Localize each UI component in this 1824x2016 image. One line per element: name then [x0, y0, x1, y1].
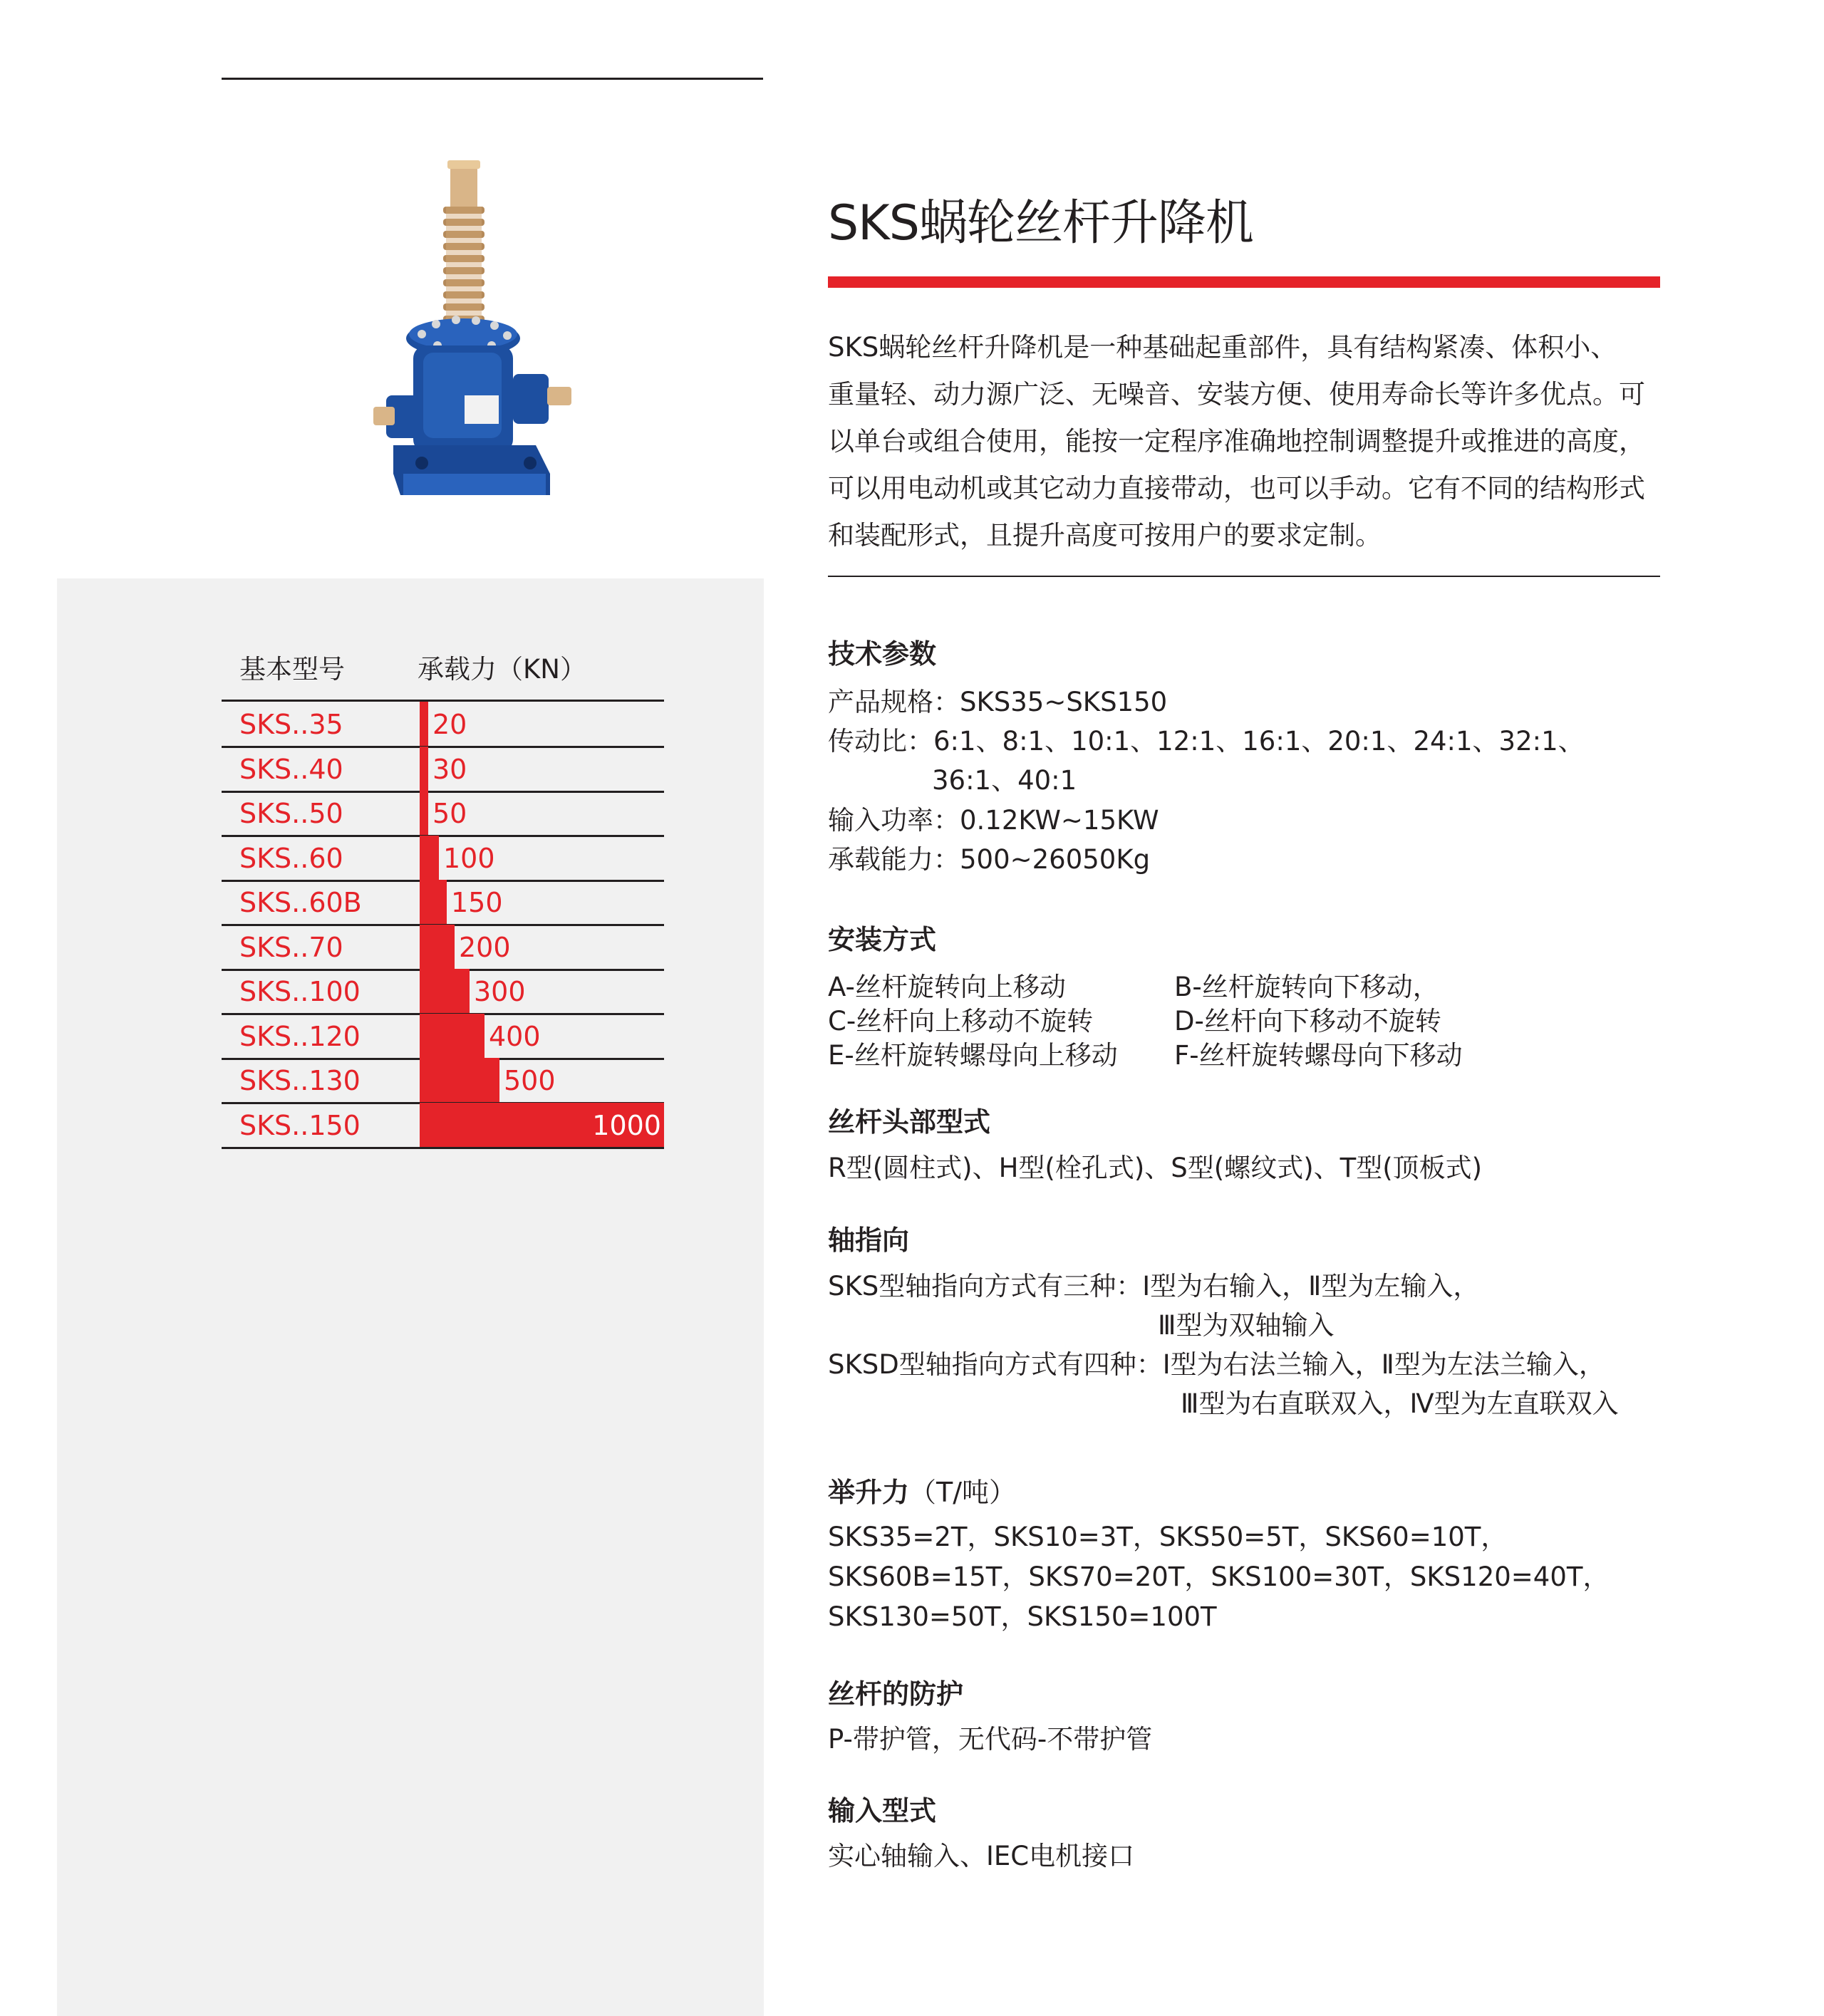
- load-bar: [420, 702, 428, 746]
- lift-heading-text: 举升力: [828, 1477, 910, 1508]
- table-row: [222, 925, 664, 971]
- shaft-heading: 轴指向: [828, 1225, 910, 1256]
- lift-line: SKS60B=15T，SKS70=20T，SKS100=30T，SKS120=40T，: [828, 1562, 1610, 1592]
- lift-line: SKS35=2T，SKS10=3T，SKS50=5T，SKS60=10T，: [828, 1522, 1508, 1552]
- load-value: 50: [432, 798, 467, 829]
- lift-heading: [828, 1475, 1016, 1510]
- install-a: A-丝杆旋转向上移动: [828, 972, 1066, 1002]
- intro-line: SKS蜗轮丝杆升降机是一种基础起重部件，具有结构紧凑、体积小、: [828, 332, 1617, 363]
- table-row: [222, 1058, 664, 1104]
- protect-heading: 丝杆的防护: [828, 1678, 964, 1710]
- install-d: D-丝杆向下移动不旋转: [1174, 1006, 1441, 1036]
- intro-line: 以单台或组合使用，能按一定程序准确地控制调整提升或推进的高度，: [828, 426, 1645, 457]
- protect-text: P-带护管，无代码-不带护管: [828, 1724, 1153, 1755]
- tech-spec: 产品规格：SKS35~SKS150: [828, 687, 1168, 717]
- table-row: [222, 791, 664, 837]
- table-header-load: 承载力（KN）: [418, 654, 586, 685]
- install-e: E-丝杆旋转螺母向上移动: [828, 1040, 1118, 1071]
- model-cell: SKS..120: [239, 1020, 361, 1052]
- head-type-text: R型(圆柱式)、H型(栓孔式)、S型(螺纹式)、T型(顶板式): [828, 1153, 1483, 1183]
- shaft-sksd-line: SKSD型轴指向方式有四种：Ⅰ型为右法兰输入，Ⅱ型为左法兰输入，: [828, 1349, 1605, 1380]
- install-b: B-丝杆旋转向下移动，: [1174, 972, 1439, 1002]
- shaft-sks-line-cont: Ⅲ型为双轴输入: [1158, 1310, 1335, 1341]
- load-value: 200: [459, 931, 511, 963]
- model-cell: SKS..60B: [239, 887, 362, 918]
- install-c: C-丝杆向上移动不旋转: [828, 1006, 1094, 1036]
- load-bar: [420, 969, 470, 1013]
- intro-line: 可以用电动机或其它动力直接带动，也可以手动。它有不同的结构形式: [828, 473, 1645, 504]
- head-type-heading: 丝杆头部型式: [828, 1106, 991, 1138]
- table-row: [222, 880, 664, 926]
- intro-line: 和装配形式，且提升高度可按用户的要求定制。: [828, 520, 1382, 551]
- table-row: [222, 702, 664, 748]
- load-bar: [420, 747, 428, 791]
- load-bar: [420, 1058, 499, 1102]
- top-divider: [222, 78, 763, 80]
- lift-unit: （T/吨）: [909, 1477, 1017, 1508]
- model-cell: SKS..150: [239, 1109, 361, 1141]
- model-cell: SKS..100: [239, 976, 361, 1007]
- model-cell: SKS..130: [239, 1065, 361, 1096]
- lift-line: SKS130=50T，SKS150=100T: [828, 1601, 1217, 1632]
- install-heading: 安装方式: [828, 924, 937, 955]
- install-f: F-丝杆旋转螺母向下移动: [1174, 1040, 1463, 1071]
- tech-ratio-cont: 36:1、40:1: [932, 765, 1077, 796]
- model-cell: SKS..60: [239, 842, 343, 874]
- model-cell: SKS..35: [239, 709, 343, 740]
- model-cell: SKS..70: [239, 931, 343, 963]
- load-value: 1000: [592, 1109, 661, 1141]
- load-bar: [420, 836, 439, 880]
- shaft-sks-line: SKS型轴指向方式有三种：Ⅰ型为右输入，Ⅱ型为左输入，: [828, 1271, 1480, 1301]
- table-row: [222, 747, 664, 793]
- table-row: [222, 1103, 664, 1149]
- load-value: 30: [432, 753, 467, 785]
- model-cell: SKS..50: [239, 798, 343, 829]
- load-bar: [420, 791, 428, 835]
- load-bar: [420, 925, 455, 969]
- table-row: [222, 969, 664, 1015]
- load-value: 300: [474, 976, 526, 1007]
- load-value: 20: [432, 709, 467, 740]
- model-cell: SKS..40: [239, 753, 343, 785]
- page-title: SKS蜗轮丝杆升降机: [828, 195, 1253, 251]
- load-bar: [420, 880, 447, 924]
- load-value: 100: [443, 842, 495, 874]
- title-accent-bar: [828, 276, 1660, 288]
- tech-ratio: 传动比：6:1、8:1、10:1、12:1、16:1、20:1、24:1、32:1、: [828, 726, 1585, 757]
- tech-heading: 技术参数: [828, 638, 937, 670]
- load-value: 150: [451, 887, 503, 918]
- load-value: 400: [489, 1020, 541, 1052]
- load-value: 500: [504, 1065, 556, 1096]
- intro-line: 重量轻、动力源广泛、无噪音、安装方便、使用寿命长等许多优点。可: [828, 379, 1645, 410]
- input-heading: 输入型式: [828, 1795, 937, 1827]
- screw-jack-image: [372, 160, 586, 516]
- tech-capacity: 承载能力：500~26050Kg: [828, 844, 1151, 875]
- section-divider: [828, 576, 1660, 577]
- table-row: [222, 836, 664, 882]
- tech-power: 输入功率：0.12KW~15KW: [828, 805, 1159, 836]
- load-bar: [420, 1014, 484, 1058]
- shaft-sksd-line-cont: Ⅲ型为右直联双入，Ⅳ型为左直联双入: [1181, 1388, 1619, 1419]
- table-row: [222, 1014, 664, 1060]
- input-text: 实心轴输入、IEC电机接口: [828, 1841, 1135, 1871]
- table-header-model: 基本型号: [239, 654, 345, 685]
- intro-paragraph: [828, 324, 1665, 559]
